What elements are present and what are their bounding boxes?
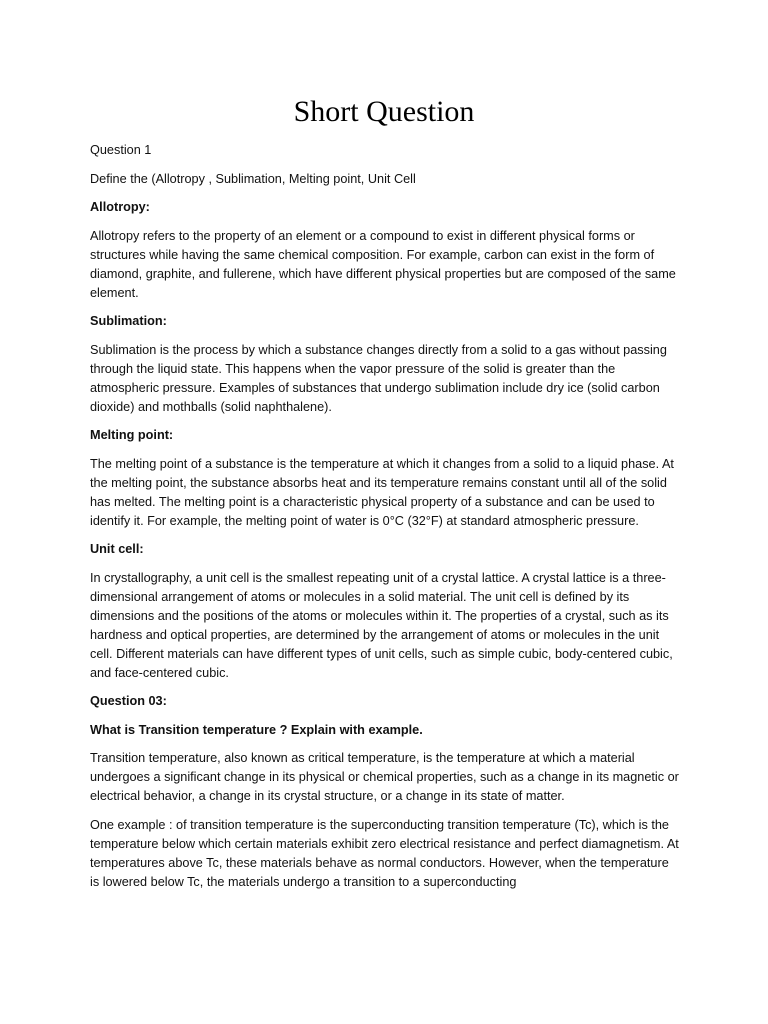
document-body	[90, 141, 680, 901]
melting-point-paragraph: The melting point of a substance is the temperature at which it changes from a solid to a liquid phase. At the melting point, the substance absorbs heat and its temperature remains constant until all of the solid has melted. The melting point is a characteristic physical property of a substance and can be used to identify it. For example, the melting point of water is 0°C (32°F) at standard atmospheric pressure.	[90, 456, 674, 528]
allotropy-paragraph: Allotropy refers to the property of an element or a compound to exist in different physical forms or structures while having the same chemical composition. For example, carbon can exist in the form of diamond, graphite, and fullerene, which have different physical properties but are composed of the same element.	[90, 228, 676, 300]
question-3-label: Question 03:	[90, 694, 167, 708]
melting-point-heading: Melting point:	[90, 428, 174, 442]
sublimation-heading: Sublimation:	[90, 314, 167, 328]
transition-example-paragraph: One example : of transition temperature is the superconducting transition temperature (Tc), which is the temperature below which certain materials exhibit zero electrical resistance and perfect diamagnetism. At temperatures above Tc, these materials behave as normal conductors. However, when the temperature is lowered below Tc, the materials undergo a transition to a superconducting	[90, 817, 679, 889]
unit-cell-paragraph: In crystallography, a unit cell is the smallest repeating unit of a crystal lattice. A crystal lattice is a three-dimensional arrangement of atoms or molecules in a solid material. The unit cell is defined by its dimensions and the positions of the atoms or molecules within it. The properties of a crystal, such as its hardness and optical properties, are determined by the arrangement of atoms or molecules in the unit cell. Different materials can have different types of unit cells, such as simple cubic, body-centered cubic, and face-centered cubic.	[90, 570, 673, 680]
transition-temperature-paragraph: Transition temperature, also known as critical temperature, is the temperature at which a material undergoes a significant change in its physical or chemical properties, such as a change in its magnetic or electrical behavior, a change in its crystal structure, or a change in its state of matter.	[90, 751, 679, 803]
question-1-prompt: Define the (Allotropy , Sublimation, Melting point, Unit Cell	[90, 171, 416, 186]
page-title: Short Question	[293, 95, 475, 128]
question-3-prompt: What is Transition temperature ? Explain with example.	[90, 722, 423, 737]
allotropy-heading: Allotropy:	[90, 200, 150, 214]
question-1-label: Question 1	[90, 143, 152, 157]
unit-cell-heading: Unit cell:	[90, 542, 144, 556]
sublimation-paragraph: Sublimation is the process by which a substance changes directly from a solid to a gas without passing through the liquid state. This happens when the vapor pressure of the solid is greater than the atmospheric pressure. Examples of substances that undergo sublimation include dry ice (solid carbon dioxide) and mothballs (solid naphthalene).	[90, 342, 667, 414]
